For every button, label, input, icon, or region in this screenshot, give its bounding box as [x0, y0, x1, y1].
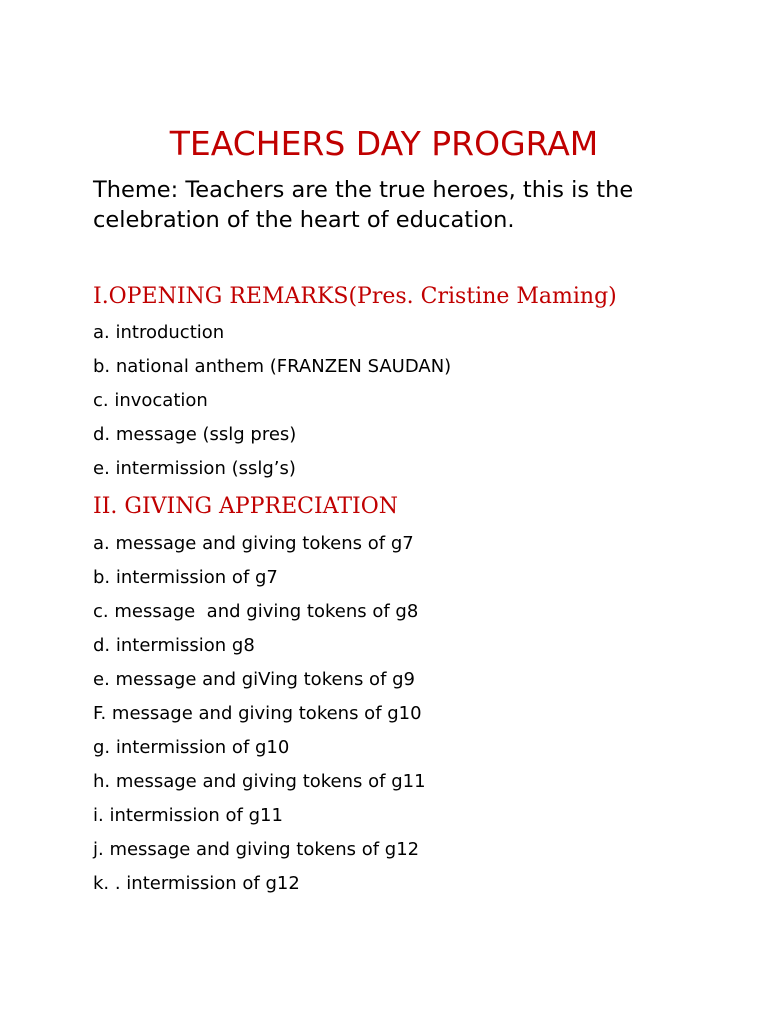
document-title: TEACHERS DAY PROGRAM	[169, 124, 599, 163]
list-item: F. message and giving tokens of g10	[93, 703, 422, 724]
section-heading-giving-appreciation: II. GIVING APPRECIATION	[93, 494, 399, 519]
list-item: k. . intermission of g12	[93, 873, 300, 894]
list-item: c. message and giving tokens of g8	[93, 601, 419, 622]
list-item: e. intermission (sslg’s)	[93, 458, 296, 479]
list-item: a. introduction	[93, 322, 225, 343]
giving-appreciation-list	[93, 527, 426, 901]
list-item: i. intermission of g11	[93, 805, 283, 826]
list-item: d. message (sslg pres)	[93, 424, 297, 445]
opening-remarks-list	[93, 316, 451, 486]
list-item: b. national anthem (FRANZEN SAUDAN)	[93, 356, 452, 377]
list-item: b. intermission of g7	[93, 567, 278, 588]
theme-statement: Theme: Teachers are the true heroes, this is the celebration of the heart of education.	[93, 177, 634, 233]
section-heading-opening-remarks: I.OPENING REMARKS(Pres. Cristine Maming)	[93, 284, 617, 309]
list-item: g. intermission of g10	[93, 737, 290, 758]
list-item: a. message and giving tokens of g7	[93, 533, 414, 554]
list-item: c. invocation	[93, 390, 208, 411]
list-item: d. intermission g8	[93, 635, 255, 656]
list-item: h. message and giving tokens of g11	[93, 771, 426, 792]
list-item: j. message and giving tokens of g12	[93, 839, 420, 860]
list-item: e. message and giVing tokens of g9	[93, 669, 416, 690]
